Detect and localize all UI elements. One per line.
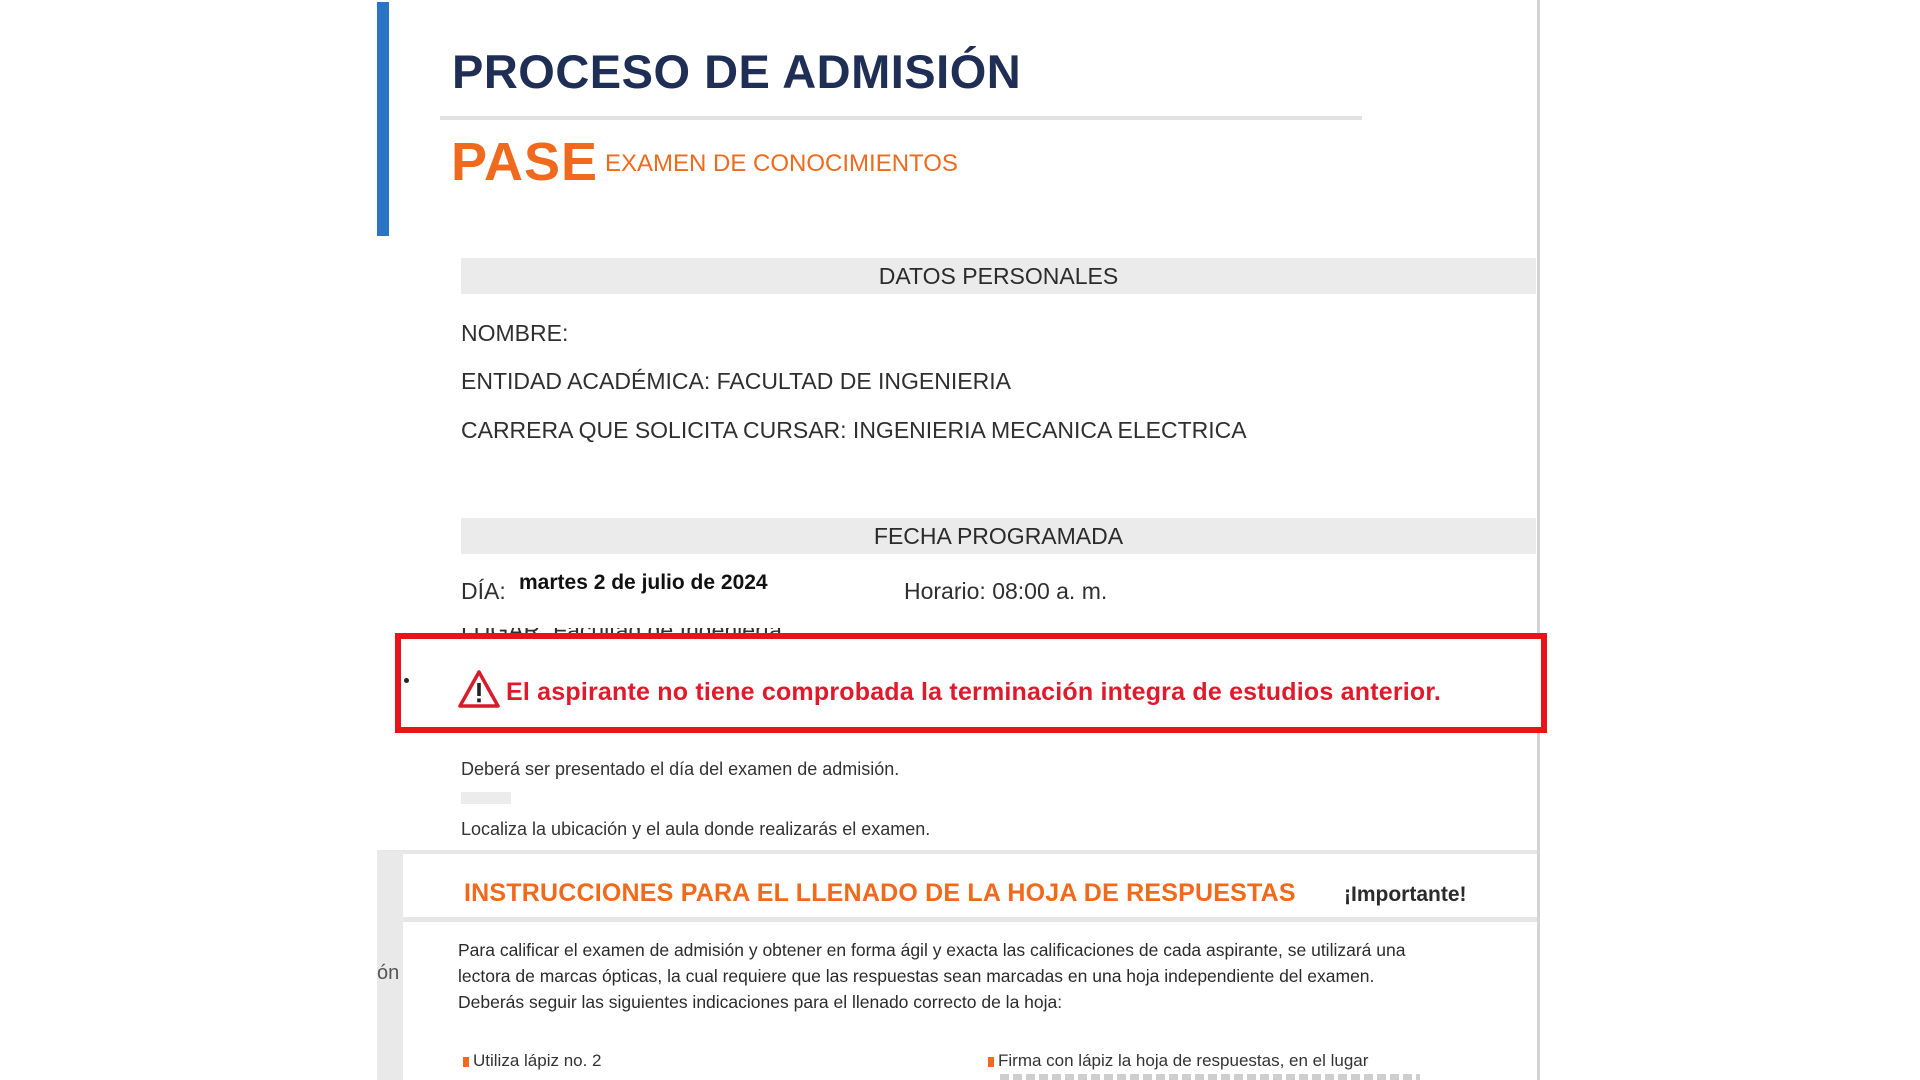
- note-present-pass: Deberá ser presentado el día del examen de admisión.: [461, 759, 900, 779]
- name-field: NOMBRE:: [461, 320, 569, 346]
- bullet-text: Utiliza lápiz no. 2: [473, 1051, 602, 1070]
- page-right-border: [1537, 0, 1540, 1080]
- note-separator: [461, 792, 511, 804]
- warning-triangle-icon: [457, 669, 501, 709]
- side-text-fragment: ón: [377, 962, 400, 984]
- title-divider: [440, 116, 1362, 120]
- instructions-top-rule: [377, 850, 1537, 854]
- cropped-text-line: [1000, 1074, 1420, 1080]
- instructions-title: INSTRUCCIONES PARA EL LLENADO DE LA HOJA DE RESPUESTAS: [464, 879, 1296, 907]
- bullet-dot: [404, 678, 409, 683]
- schedule-section-header: FECHA PROGRAMADA: [461, 518, 1536, 554]
- instruction-bullet: [463, 1051, 602, 1071]
- instructions-title-rule: [403, 917, 1537, 922]
- pass-label: PASE: [451, 132, 599, 192]
- bullet-square-icon: [463, 1057, 469, 1067]
- note-locate-room: Localiza la ubicación y el aula donde realizarás el examen.: [461, 819, 931, 839]
- paragraph-line: lectora de marcas ópticas, la cual requiere que las respuestas sean marcadas en una hoja independiente del examen.: [458, 966, 1375, 986]
- academic-entity-field: ENTIDAD ACADÉMICA: FACULTAD DE INGENIERIA: [461, 368, 1011, 394]
- pass-subtitle: EXAMEN DE CONOCIMIENTOS: [605, 150, 958, 177]
- page-title: PROCESO DE ADMISIÓN: [452, 45, 1022, 98]
- side-accent-bar: [377, 2, 389, 236]
- career-field: CARRERA QUE SOLICITA CURSAR: INGENIERIA MECANICA ELECTRICA: [461, 417, 1247, 443]
- bullet-text: Firma con lápiz la hoja de respuestas, en el lugar: [998, 1051, 1369, 1070]
- bullet-square-icon: [988, 1057, 994, 1067]
- warning-message: El aspirante no tiene comprobada la terminación integra de estudios anterior.: [506, 678, 1442, 706]
- day-label: DÍA:: [461, 578, 506, 604]
- paragraph-line: Deberás seguir las siguientes indicaciones para el llenado correcto de la hoja:: [458, 992, 1063, 1012]
- important-label: ¡Importante!: [1344, 883, 1467, 906]
- paragraph-line: Para calificar el examen de admisión y obtener en forma ágil y exacta las calificaciones de cada aspirante, se utilizará una: [458, 940, 1406, 960]
- time-field: Horario: 08:00 a. m.: [904, 578, 1108, 604]
- instructions-paragraph: [458, 937, 1458, 1015]
- day-value: martes 2 de julio de 2024: [519, 571, 768, 594]
- instruction-bullet: [988, 1051, 1368, 1071]
- personal-data-section-header: DATOS PERSONALES: [461, 258, 1536, 294]
